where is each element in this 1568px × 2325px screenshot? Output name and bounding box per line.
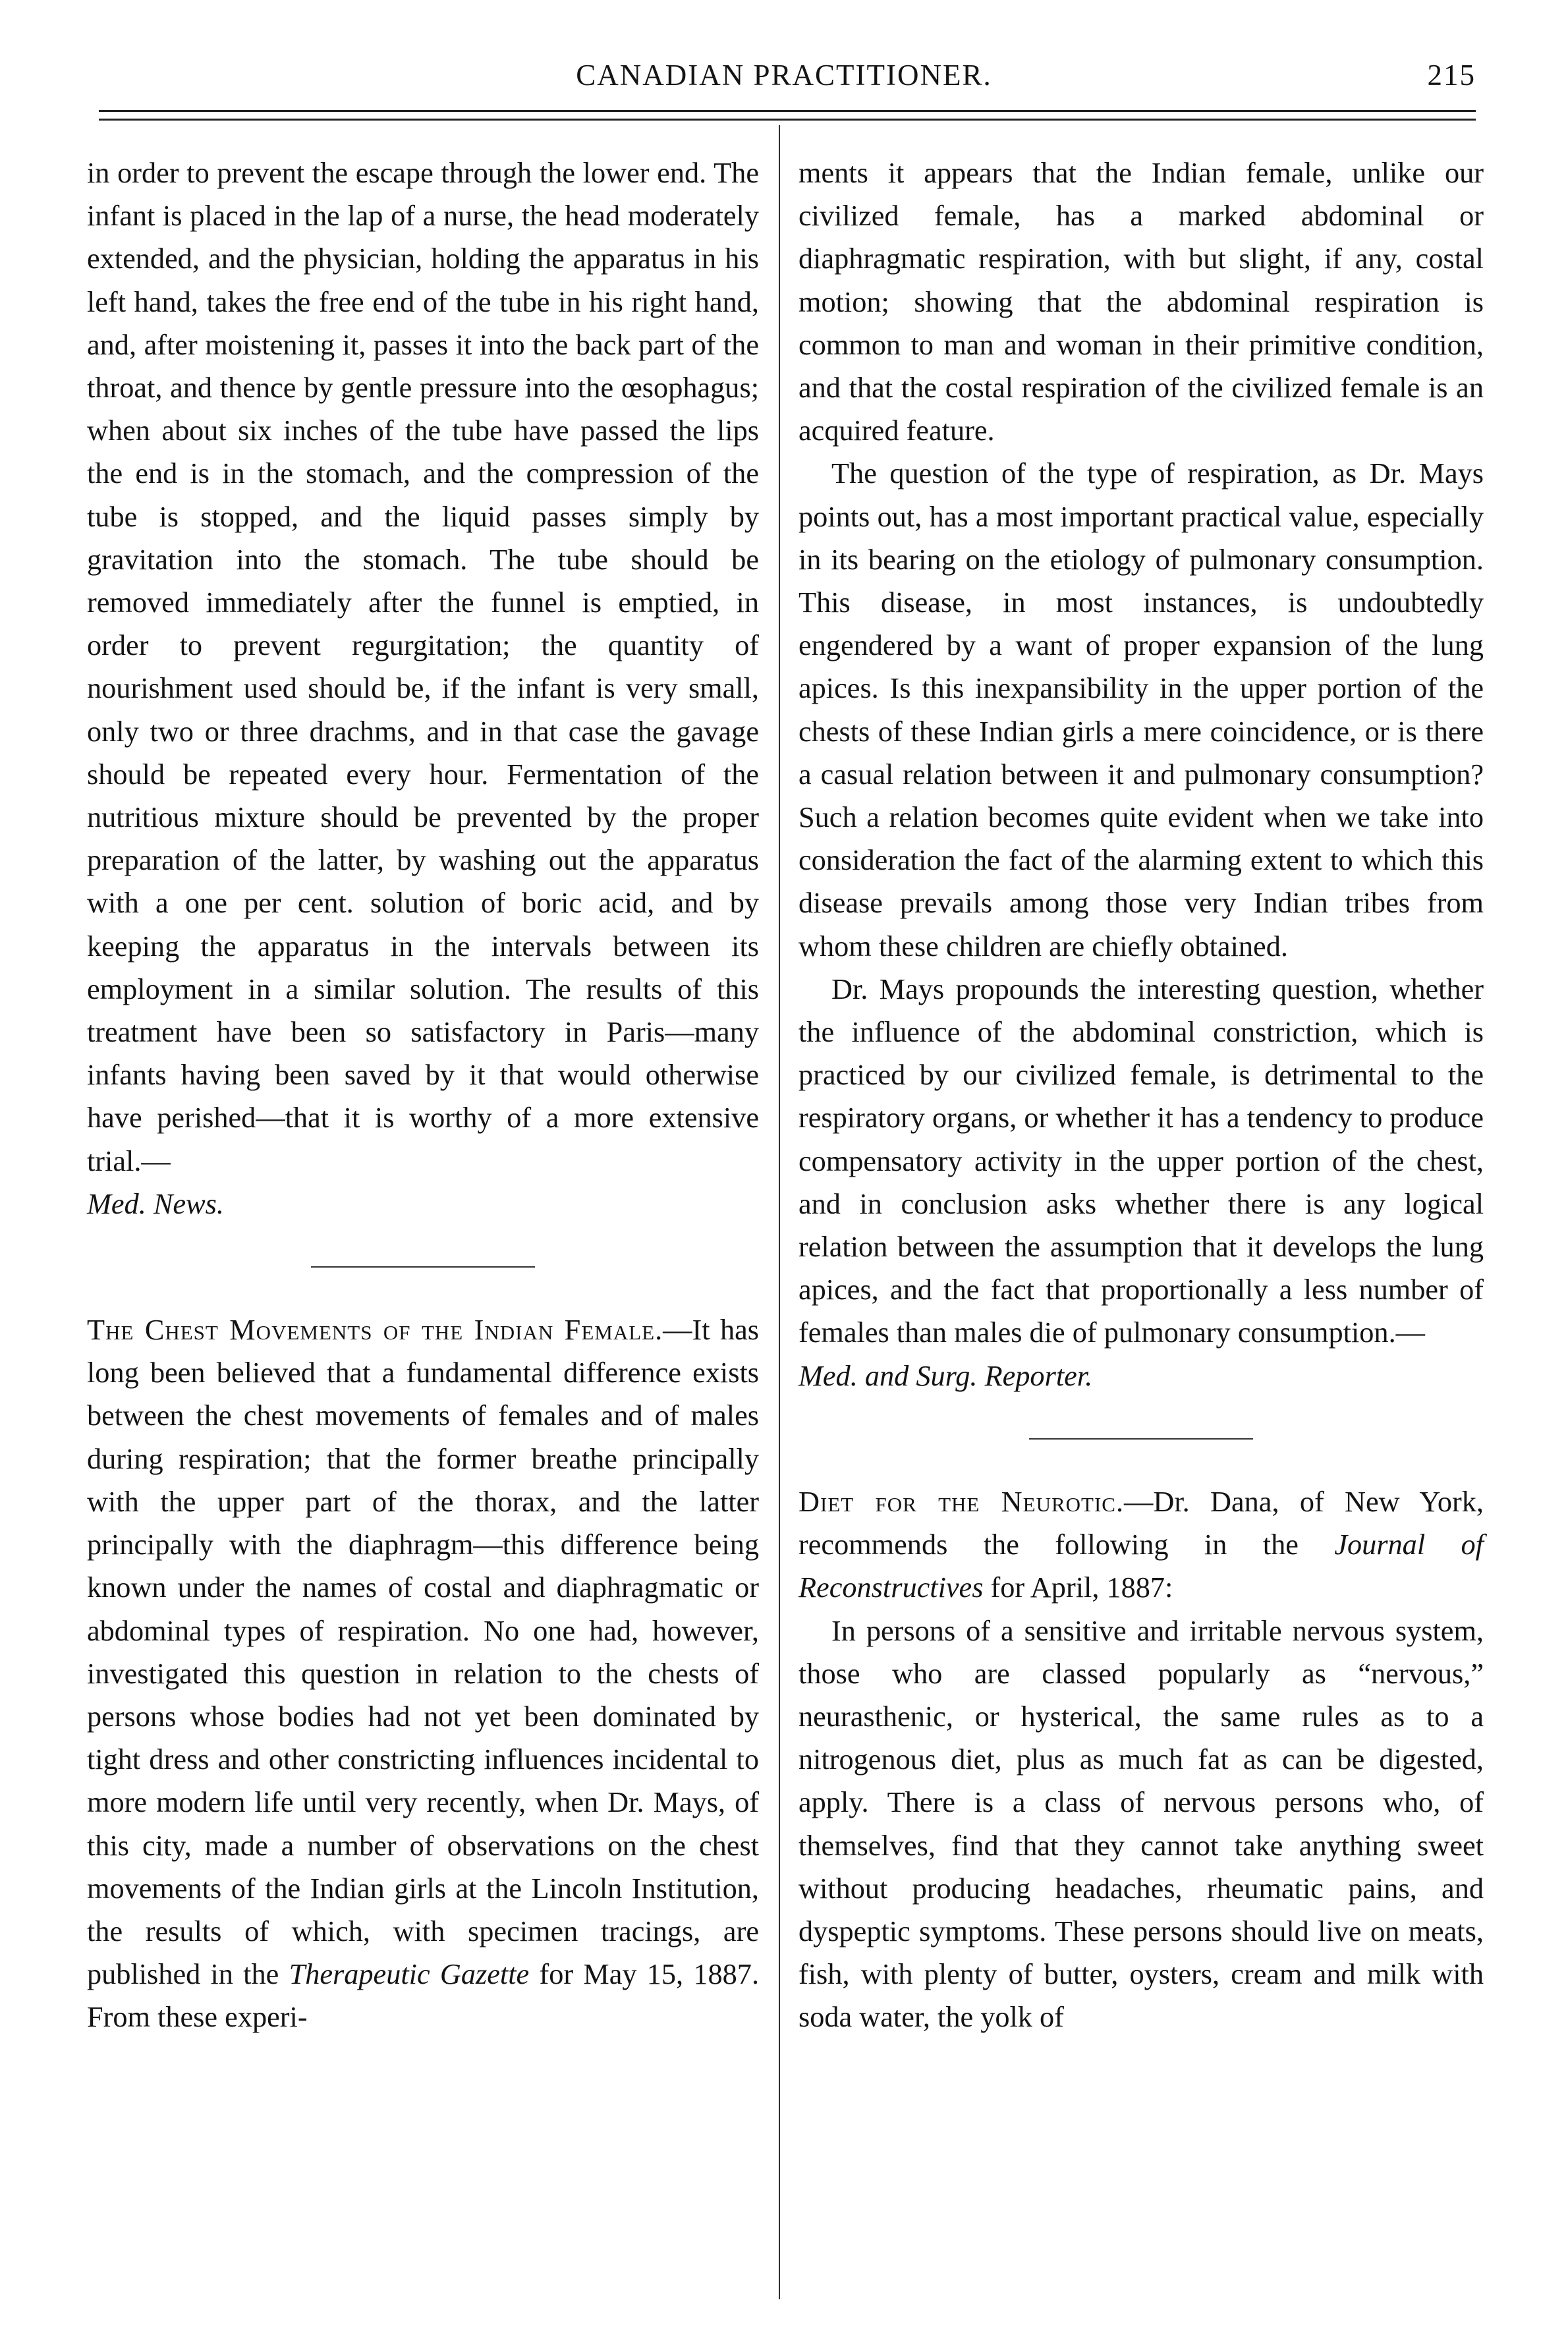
chest-article-heading: The Chest Movements of the Indian Female. [87,1314,663,1347]
chest-text-end: for May 15, 1887. From these experi- [87,1958,760,2034]
chest-journal-name: Therapeutic Gazette [289,1958,530,1991]
diet-intro-paragraph [798,1480,1484,1610]
running-header [92,58,1476,104]
gavage-source: Med. News. [87,1187,224,1220]
chest-question-paragraph: The question of the type of respiration, as Dr. Mays points out, has a most important practical value, especially in its bearing on the etiology of pulmonary consumption. This disease, in most instances, is undoubtedly engendered by a want of proper expansion of the lung apices. Is this inexpansibility in the upper portion of the chests of these Indian girls a mere coincidence, or is there a casual relation between it and pulmonary consumption? Such a relation becomes quite evident when we take into consideration the fact of the alarming extent to which this disease prevails among those very Indian tribes from whom these children are chiefly obtained. [798,457,1484,963]
diet-body-paragraph: In persons of a sensitive and irritable nervous system, those who are classed popularly as “nervous,” neurasthenic, or hysterical, the same rules as to a nitrogenous diet, plus as much fat as can be digested, apply. There is a class of nervous persons who, of themselves, find that they cannot take anything sweet without producing headaches, rheumatic pains, and dyspeptic symptoms. These persons should live on meats, fish, with plenty of butter, oysters, cream and milk with soda water, the yolk of [798,1614,1484,2034]
diet-article-heading: Diet for the Neurotic. [798,1485,1125,1518]
gavage-text: in order to prevent the escape through the lower end. The infant is placed in the lap of a nurse, the head moderately extended, and the physician, holding the apparatus in his left hand, takes the free end of the tube in his right hand, and, after moistening it, passes it into the back part of the throat, and thence by gentle pressure into the œsophagus; when about six inches of the tube have passed the lips the end is in the stomach, and the compression of the tube is stopped, and the liquid passes simply by gravitation into the stomach. The tube should be removed immediately after the funnel is emptied, in order to prevent regurgitation; the quantity of nourishment used should be, if the infant is very small, only two or three drachms, and in that case the gavage should be repeated every hour. Fermentation of the nutritious mixture should be prevented by the proper preparation of the latter, by washing out the apparatus with a one per cent. solution of boric acid, and by keeping the apparatus in the intervals between its employment in a similar solution. The results of this treatment have been so satisfactory in Paris—many infants having been saved by it that would otherwise have perished—that it is worthy of a more extensive trial.— [87,157,759,1177]
chest-article-paragraph [87,1308,759,2038]
header-rule-bottom [99,119,1476,121]
chest-text: —It has long been believed that a fundamental difference exists between the chest movements of females and of males during respiration; that the former breathe principally with the upper part of the thorax, and the latter principally with the diaphragm—this difference being known under the names of costal and diaphragmatic or abdominal types of respiration. No one had, however, investigated this question in relation to the chests of persons whose bodies had not yet been dominated by tight dress and other constricting influences incidental to more modern life until very recently, when Dr. Mays, of this city, made a number of observations on the chest movements of the Indian girls at the Lincoln Institution, the results of which, with specimen tracings, are published in the [87,1314,760,1991]
chest-source: Med. and Surg. Reporter. [798,1359,1093,1392]
page-number: 215 [1427,59,1476,92]
diet-journal-name: Journal of Reconstructives [798,1528,1484,1604]
gavage-paragraph [87,152,759,1225]
diet-intro-text: —Dr. Dana, of New York, recommends the following in the [798,1485,1484,1561]
article-separator [311,1266,535,1268]
chest-mays-text: Dr. Mays propounds the interesting question, whether the influence of the abdominal constriction, which is practiced by our civilized female, is detrimental to the respiratory organs, or whether it has a tendency to produce compensatory activity in the upper portion of the chest, and in conclusion asks whether there is any logical relation between the assumption that it develops the lung apices, and the fact that proportionally a less number of females than males die of pulmonary consumption.— [798,972,1484,1349]
chest-mays-paragraph [798,968,1484,1397]
diet-intro-end: for April, 1887: [990,1571,1173,1604]
article-separator [1029,1438,1253,1440]
header-rule-top [99,110,1476,112]
right-column [798,152,1484,2039]
journal-title: CANADIAN PRACTITIONER. [576,59,992,92]
left-column [87,152,759,2039]
chest-continuation-paragraph: ments it appears that the Indian female, unlike our civilized female, has a marked abdominal or diaphragmatic respiration, with but slight, if any, costal motion; showing that the abdominal respiration is common to man and woman in their primitive condition, and that the costal respiration of the civilized female is an acquired feature. [798,157,1484,447]
column-divider [779,125,780,2299]
